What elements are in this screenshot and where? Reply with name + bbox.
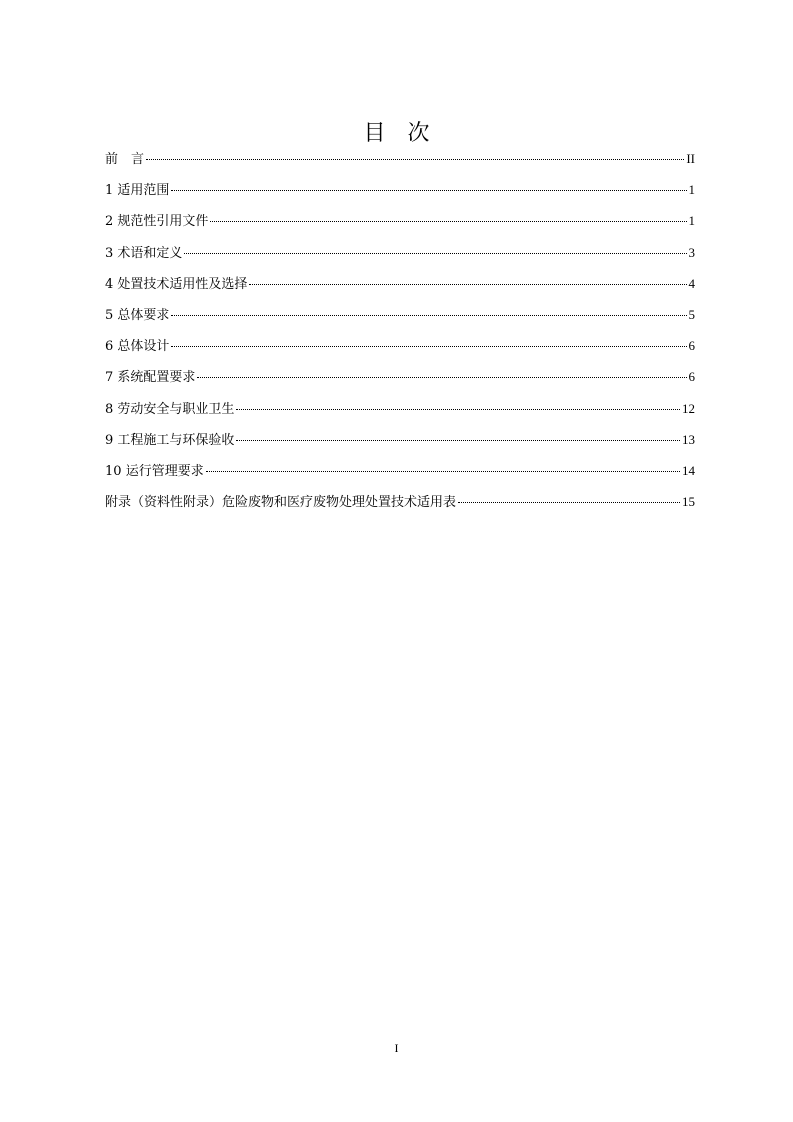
toc-entry-normative-references[interactable] — [105, 209, 695, 240]
toc-entry-number: 9 — [105, 432, 114, 448]
dot-leader — [171, 346, 686, 347]
toc-entry-number: 2 — [105, 214, 114, 230]
toc-entry-label: 规范性引用文件 — [117, 214, 209, 230]
dot-leader — [249, 284, 686, 285]
table-of-contents — [105, 147, 695, 521]
toc-entry-label: 工程施工与环保验收 — [117, 432, 235, 448]
toc-entry-number: 7 — [105, 370, 114, 386]
toc-entry-construction-acceptance[interactable] — [105, 428, 695, 459]
toc-entry-page: 4 — [688, 275, 695, 291]
page-title: 目 次 — [363, 121, 430, 146]
toc-entry-general-design[interactable] — [105, 334, 695, 365]
toc-entry-number: 8 — [105, 401, 114, 417]
toc-entry-page: 5 — [688, 306, 695, 322]
dot-leader — [210, 221, 686, 222]
toc-entry-number: 10 — [105, 463, 122, 479]
dot-leader — [197, 377, 686, 378]
toc-entry-page: II — [686, 151, 695, 166]
dot-leader — [206, 471, 680, 472]
dot-leader — [184, 253, 686, 254]
page-number: I — [394, 1041, 399, 1055]
toc-entry-page: 1 — [688, 213, 695, 229]
toc-entry-label: 系统配置要求 — [117, 370, 196, 386]
toc-entry-scope[interactable] — [105, 178, 695, 209]
dot-leader — [458, 502, 680, 503]
toc-entry-label: 劳动安全与职业卫生 — [117, 401, 235, 417]
toc-entry-number: 5 — [105, 307, 114, 323]
toc-entry-page: 1 — [688, 182, 695, 198]
toc-entry-number: 3 — [105, 245, 114, 261]
dot-leader — [171, 190, 686, 191]
toc-entry-number: 6 — [105, 339, 114, 355]
toc-entry-page: 14 — [682, 462, 695, 478]
dot-leader — [146, 159, 684, 160]
toc-entry-page: 6 — [688, 369, 695, 385]
toc-entry-system-configuration[interactable] — [105, 365, 695, 396]
toc-entry-label: 附录（资料性附录）危险废物和医疗废物处理处置技术适用表 — [105, 495, 457, 511]
toc-entry-label: 总体要求 — [117, 307, 170, 323]
toc-entry-technology-selection[interactable] — [105, 272, 695, 303]
toc-entry-terms-definitions[interactable] — [105, 241, 695, 272]
toc-entry-occupational-safety[interactable] — [105, 397, 695, 428]
toc-entry-page: 12 — [682, 400, 695, 416]
toc-entry-page: 6 — [688, 338, 695, 354]
toc-entry-label: 运行管理要求 — [125, 463, 204, 479]
toc-entry-operation-management[interactable] — [105, 459, 695, 490]
dot-leader — [171, 315, 686, 316]
toc-entry-page: 15 — [682, 494, 695, 510]
dot-leader — [236, 440, 680, 441]
toc-entry-label: 前 言 — [105, 152, 145, 167]
toc-entry-preface[interactable] — [105, 147, 695, 178]
toc-entry-label: 处置技术适用性及选择 — [117, 276, 248, 292]
toc-entry-number: 4 — [105, 276, 114, 292]
toc-entry-label: 适用范围 — [117, 183, 170, 199]
toc-entry-label: 术语和定义 — [117, 245, 183, 261]
toc-entry-page: 3 — [688, 244, 695, 260]
toc-entry-number: 1 — [105, 183, 114, 199]
dot-leader — [236, 409, 680, 410]
toc-entry-label: 总体设计 — [117, 339, 170, 355]
toc-entry-page: 13 — [682, 431, 695, 447]
toc-entry-general-requirements[interactable] — [105, 303, 695, 334]
toc-entry-appendix[interactable] — [105, 490, 695, 521]
